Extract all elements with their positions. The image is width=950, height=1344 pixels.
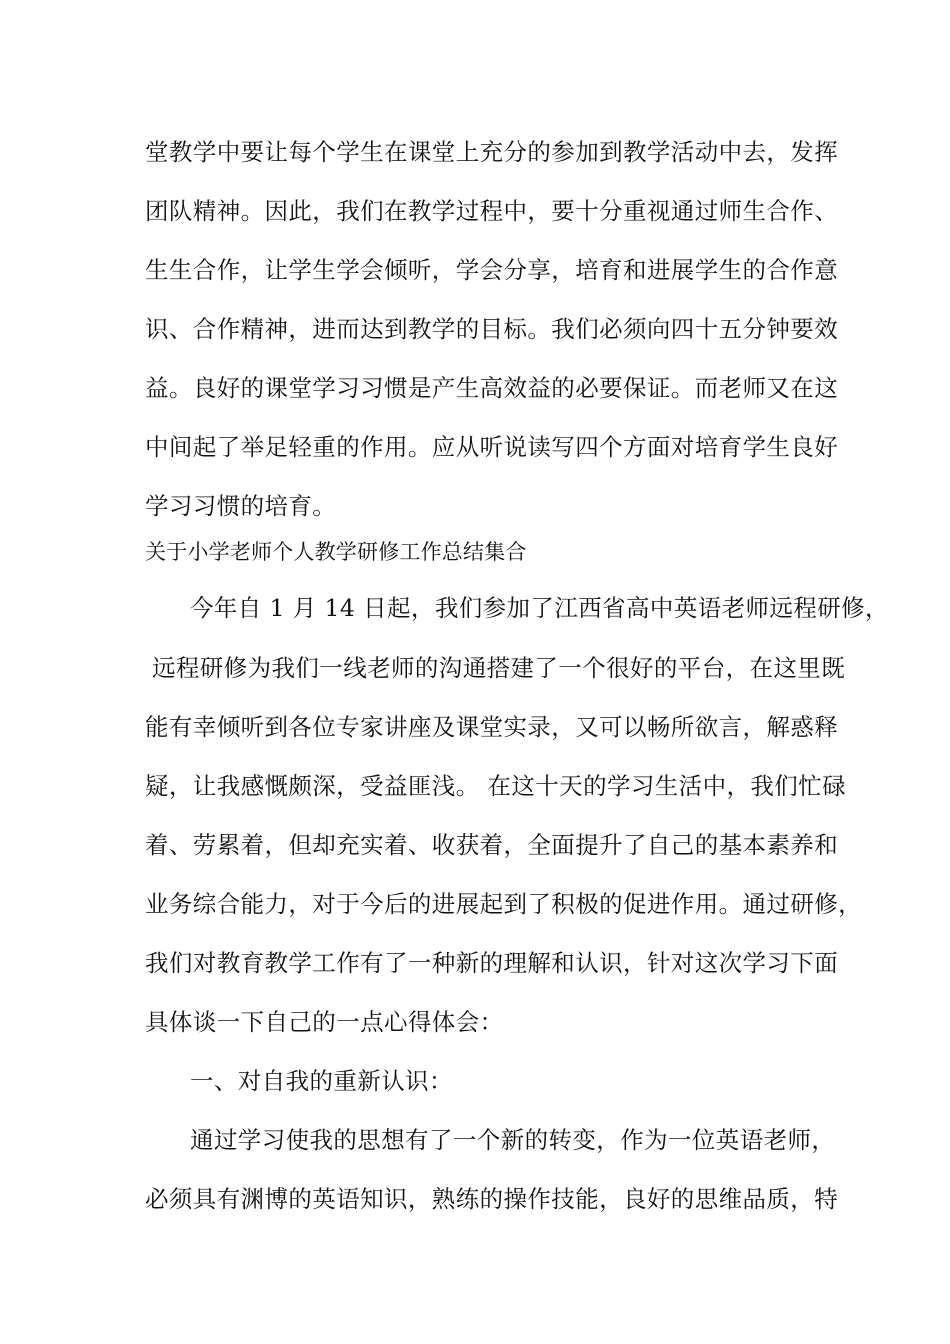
paragraph-line: 通过学习使我的思想有了一个新的转变，作为一位英语老师，: [190, 1126, 836, 1154]
section-title: 一、对自我的重新认识：: [190, 1067, 453, 1095]
paragraph-line: 疑，让我感慨颇深，受益匪浅。 在这十天的学习生活中，我们忙碌: [145, 772, 846, 800]
paragraph-line: 着、劳累着，但却充实着、收获着，全面提升了自己的基本素养和: [145, 831, 839, 859]
paragraph-line: 我们对教育教学工作有了一种新的理解和认识，针对这次学习下面: [145, 949, 839, 977]
paragraph-line: 团队精神。因此，我们在教学过程中，要十分重视通过师生合作、: [145, 197, 839, 225]
paragraph-line: 能有幸倾听到各位专家讲座及课堂实录，又可以畅所欲言，解惑释: [145, 713, 839, 741]
paragraph-line: 业务综合能力，对于今后的进展起到了积极的促进作用。通过研修，: [145, 890, 862, 918]
paragraph-line: 今年自 1 月 14 日起，我们参加了江西省高中英语老师远程研修，: [190, 594, 889, 622]
paragraph-line: 益。良好的课堂学习习惯是产生高效益的必要保证。而老师又在这: [145, 374, 839, 402]
paragraph-line: 远程研修为我们一线老师的沟通搭建了一个很好的平台，在这里既: [152, 654, 846, 682]
section-heading: 关于小学老师个人教学研修工作总结集合: [145, 540, 527, 564]
paragraph-line: 具体谈一下自己的一点心得体会：: [145, 1008, 504, 1036]
paragraph-line: 生生合作，让学生学会倾听，学会分享，培育和进展学生的合作意: [145, 256, 839, 284]
paragraph-line: 堂教学中要让每个学生在课堂上充分的参加到教学活动中去，发挥: [145, 138, 839, 166]
paragraph-line: 识、合作精神，进而达到教学的目标。我们必须向四十五分钟要效: [145, 315, 839, 343]
paragraph-line: 必须具有渊博的英语知识，熟练的操作技能，良好的思维品质，特: [145, 1185, 839, 1213]
paragraph-line: 学习习惯的培育。: [145, 492, 337, 520]
paragraph-line: 中间起了举足轻重的作用。应从听说读写四个方面对培育学生良好: [145, 433, 839, 461]
